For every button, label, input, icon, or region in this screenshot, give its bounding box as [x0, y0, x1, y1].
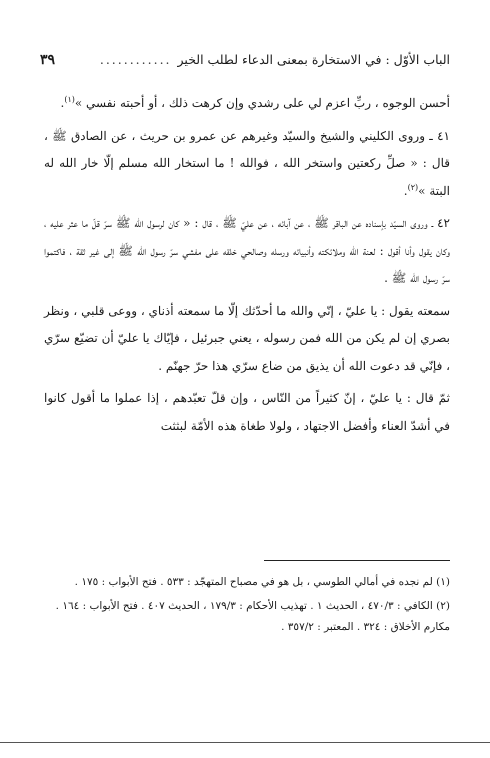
paragraph-4: سمعته يقول : يا عليّ ، إنّي والله ما أحدّثك إلّا ما سمعته أذناي ، ووعى قلبي ، ونظر بصري إن لم يكن من الله فمن رسوله ، يعني جبرئيل ، فإيّاك يا عليّ أن تضيّع سرّي ، فإنّي قد دعوت الله أن يذيق من ضاع سرّي هذا حرّ جهنّم .: [44, 303, 450, 373]
footnote-ref-2: (٢): [407, 182, 419, 192]
paragraph-1-text: أحسن الوجوه ، ربِّ اعزم لي على رشدي وإن كرهت ذلك ، أو أحبته نفسي »: [74, 96, 450, 110]
paragraph-5: ثمّ قال : يا عليّ ، إنّ كثيراً من النّاس ، وإن قلّ تعبّدهم ، إذا عملوا ما أقول كانوا في أشدّ العناء وأفضل الاجتهاد ، ولولا طغاة هذه الأمّة لبثثت: [44, 391, 450, 433]
paragraph-2-end: .: [403, 183, 408, 198]
paragraph-3: ٤٢ ـ وروى السيّد بإسناده عن الباقر ﷺ ، عن آبائه ، عن عليّ ﷺ ، قال : « كان لرسول الله ﷺ سرّ قلّ ما عثر عليه ، وكان يقول وأنا أقول : لعنة الله وملائكته وأنبيائه ورسله وصالحي خلقه على مفشي سرّ رسول الله ﷺ إلى غير ثقة ، فاكتموا سرّ رسول الله ﷺ .: [44, 216, 450, 285]
main-text: [44, 90, 450, 440]
chapter-title: الباب الأوّل : في الاستخارة بمعنى الدعاء لطلب الخير: [177, 52, 450, 67]
paragraph-2: [44, 123, 450, 206]
footnote-ref-1: (١): [64, 95, 75, 104]
footnote-1: (١) لم نجده في أمالي الطوسي ، بل هو في مصباح المتهجّد : ٥٣٣ . فتح الأبواب : ١٧٥ .: [74, 576, 450, 588]
footnote-separator: [264, 560, 450, 561]
leader-dots: ............: [99, 52, 172, 67]
footnote-2: (٢) الكافي : ٤٧٠/٣ ، الحديث ١ . تهذيب الأحكام : ١٧٩/٣ ، الحديث ٤٠٧ . فتح الأبواب : ١٦٤ . مكارم الأخلاق : ٣٢٤ . المعتبر : ٣٥٧/٢ .: [55, 599, 450, 633]
running-header: [40, 52, 450, 74]
page-bottom-edge: [0, 742, 490, 743]
page-number: ٣٩: [40, 52, 56, 68]
paragraph-1-end: .: [60, 96, 65, 110]
footnotes: [44, 572, 450, 641]
paragraph-2-text: ٤١ ـ وروى الكليني والشيخ والسيّد وغيرهم عن عمرو بن حريث ، عن الصادق ﷺ ، قال : « صلِّ ركعتين واستخر الله ، فوالله ! ما استخار الله مسلم إلّا خار الله له البتة »: [44, 128, 450, 198]
paragraph-1: [44, 90, 450, 118]
